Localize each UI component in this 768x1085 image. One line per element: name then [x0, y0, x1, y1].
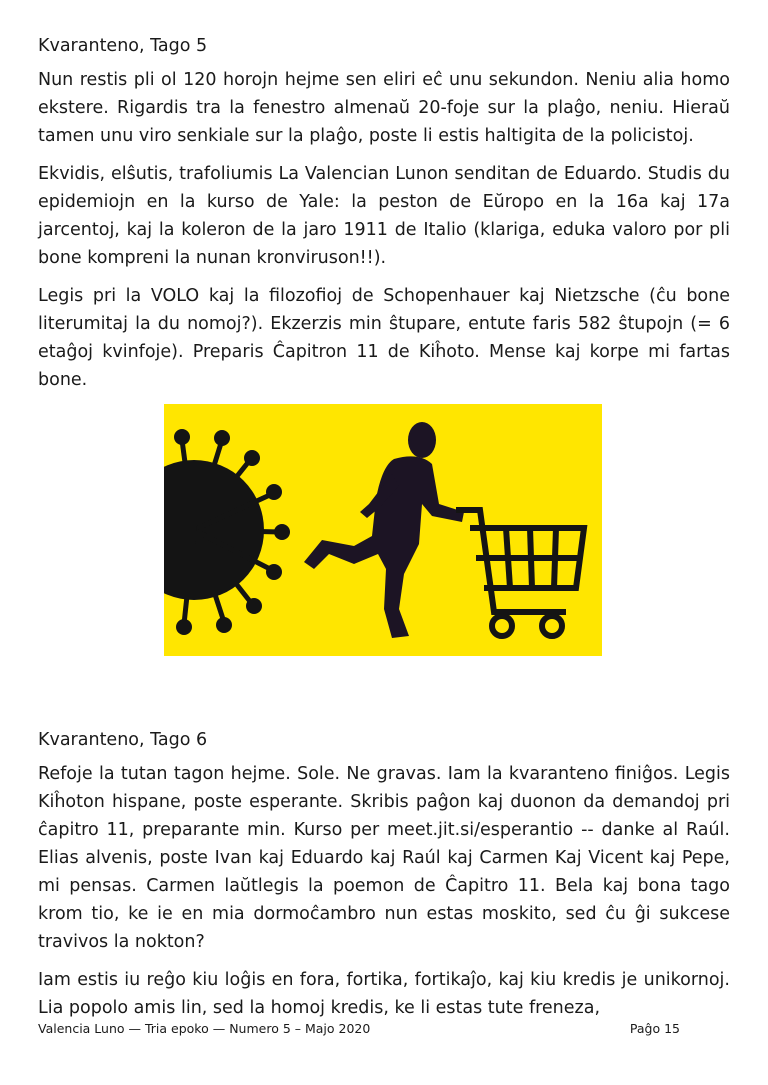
section-heading: Kvaranteno, Tago 5	[38, 36, 208, 56]
paragraph: Iam estis iu reĝo kiu loĝis en fora, fortika, fortikaĵo, kaj kiu kredis je unikornoj. Lia popolo amis lin, sed la homoj kredis, ke li estas tute freneza,	[38, 970, 730, 1018]
running-man-icon	[304, 422, 464, 638]
footer-page-number: Paĝo 15	[629, 1021, 680, 1036]
shopping-cart-icon	[456, 510, 584, 636]
footer-publication: Valencia Luno — Tria epoko — Numero 5 – Majo 2020	[38, 1021, 371, 1036]
paragraph: Legis pri la VOLO kaj la filozofioj de Schopenhauer kaj Nietzsche (ĉu bone literumitaj la du nomoj?). Ekzerzis min ŝtupare, entute faris 582 ŝtupojn (= 6 etaĝoj kvinfoje). Preparis Ĉapitron 11 de Kiĥoto. Mense kaj korpe mi fartas bone.	[38, 286, 730, 390]
paragraph: Ekvidis, elŝutis, trafoliumis La Valencian Lunon senditan de Eduardo. Studis du epidemiojn en la kurso de Yale: la peston de Eŭropo en la 16a kaj 17a jarcentoj, kaj la koleron de la jaro 1911 de Italio (klariga, eduka valoro por pli bone kompreni la nunan kronviruson!!).	[38, 164, 730, 268]
illustration	[164, 404, 602, 656]
section-day-6	[38, 760, 730, 1032]
section-day-5	[38, 32, 730, 656]
virus-icon	[164, 429, 290, 635]
paragraph: Refoje la tutan tagon hejme. Sole. Ne gravas. Iam la kvaranteno finiĝos. Legis Kiĥoton hispane, poste esperante. Skribis paĝon kaj duonon da demandoj pri ĉapitro 11, preparante min. Kurso per meet.jit.si/esperantio -- danke al Raúl. Elias alvenis, poste Ivan kaj Eduardo kaj Raúl kaj Carmen Kaj Vicent kaj Pepe, mi pensas. Carmen laŭtlegis la poemon de Ĉapitro 11. Bela kaj bona tago krom tio, ke ie en mia dormoĉambro nun estas moskito, sed ĉu ĝi sukcese travivos la nokton?	[38, 764, 730, 952]
page-footer	[38, 1021, 680, 1036]
paragraph: Nun restis pli ol 120 horojn hejme sen eliri eĉ unu sekundon. Neniu alia homo ekstere. Rigardis tra la fenestro almenaŭ 20-foje sur la plaĝo, neniu. Hieraŭ tamen unu viro senkiale sur la plaĝo, poste li estis haltigita de la policistoj.	[38, 70, 730, 146]
section-heading: Kvaranteno, Tago 6	[38, 730, 208, 750]
